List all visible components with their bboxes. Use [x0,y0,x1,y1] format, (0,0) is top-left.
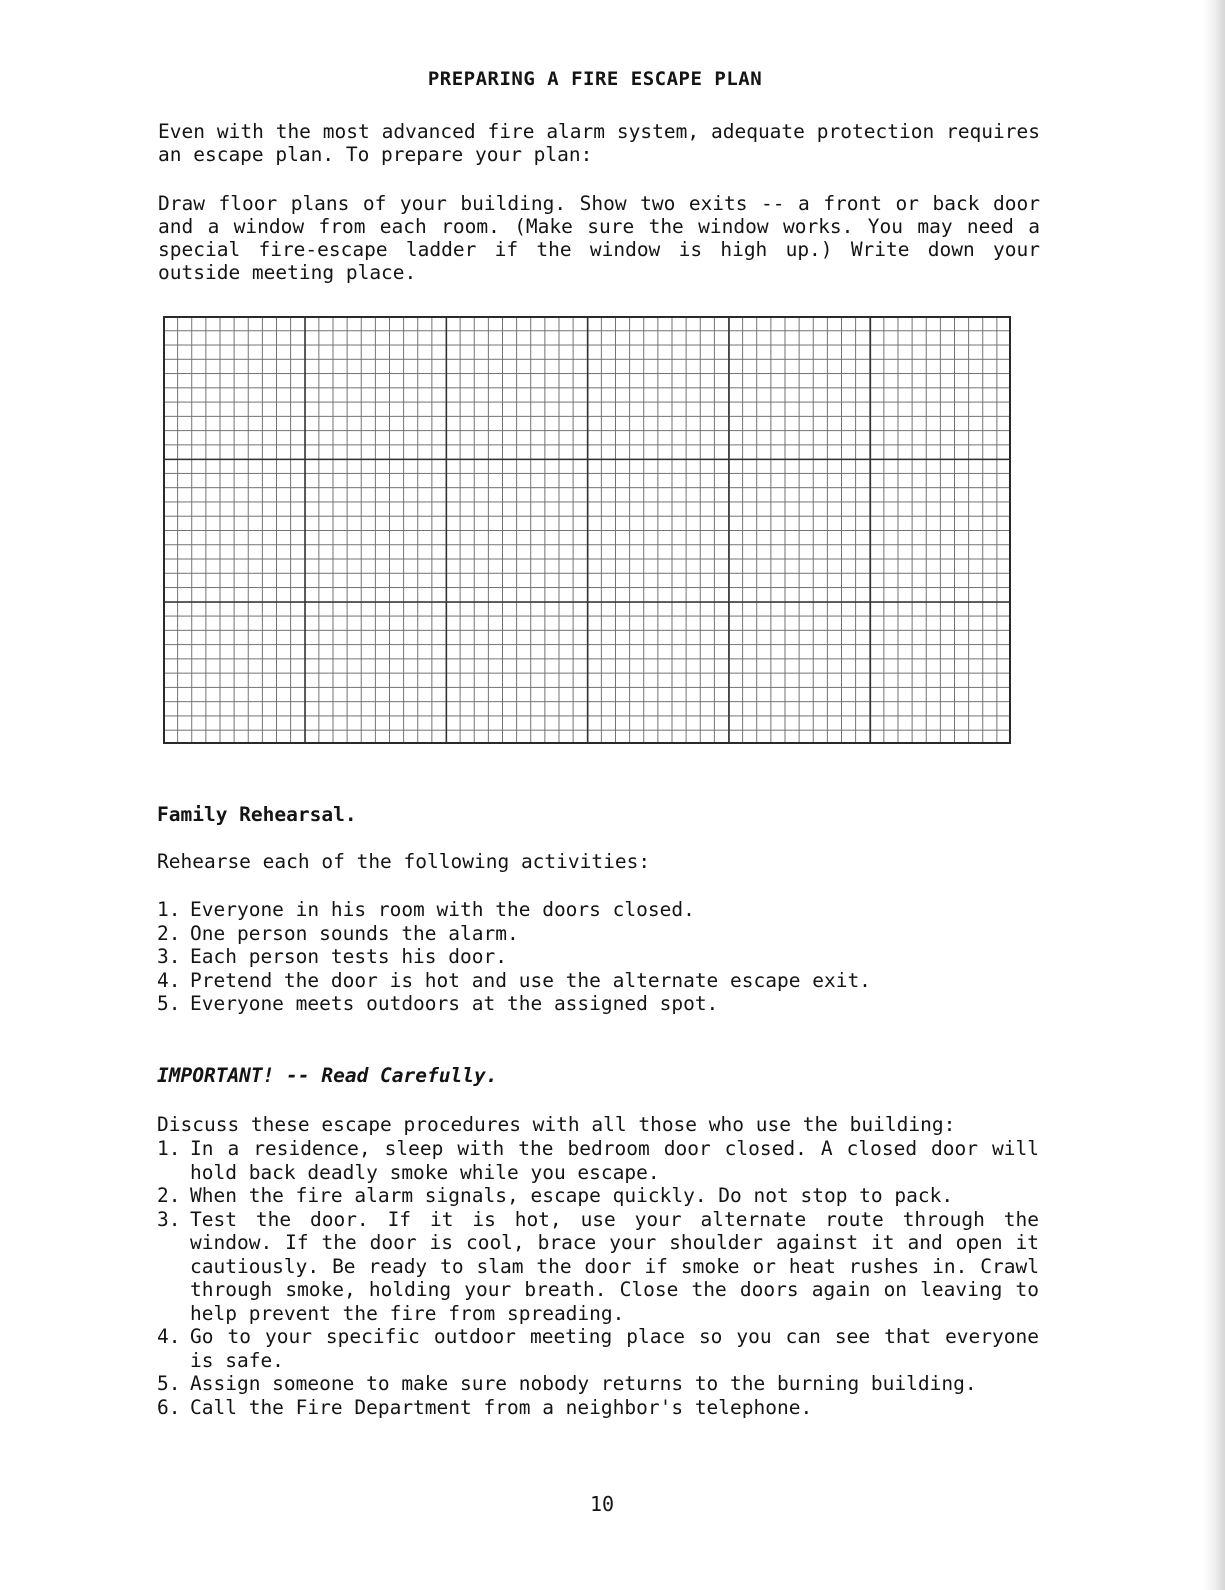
page-edge-shadow [1203,0,1225,1590]
list-item [157,945,957,969]
item-number: 2. [157,921,181,945]
item-text: Assign someone to make sure nobody returns to the burning building. [190,1372,977,1395]
list-item [157,898,957,922]
list-item [157,1208,1039,1326]
item-text: Each person tests his door. [190,945,507,968]
list-item [157,1137,1039,1184]
item-number: 3. [157,945,181,968]
list-item [157,1396,1039,1420]
escape-procedures-list [157,1137,1039,1419]
floor-plan-grid [163,316,1011,744]
item-number: 1. [157,898,181,921]
item-number: 4. [157,968,181,992]
list-item [157,1325,1039,1372]
item-text: Pretend the door is hot and use the alternate escape exit. [190,968,871,992]
item-text: When the fire alarm signals, escape quickly. Do not stop to pack. [190,1184,954,1207]
item-number: 5. [157,992,181,1015]
page-title: PREPARING A FIRE ESCAPE PLAN [427,68,763,90]
item-text: Call the Fire Department from a neighbor's telephone. [190,1395,813,1419]
list-item [157,1372,1039,1396]
item-number: 1. [157,1137,181,1160]
item-number: 6. [157,1395,181,1419]
list-item [157,969,957,993]
instructions-paragraph: Draw floor plans of your building. Show two exits -- a front or back door and a window from each room. (Make sure the window works. You may need a special fire-escape ladder if the window is high up.) Write down your outside meeting place. [158,192,1040,284]
item-text: Go to your specific outdoor meeting place so you can see that everyone is safe. [190,1325,1039,1372]
item-text: Everyone in his room with the doors closed. [190,898,695,921]
list-item [157,922,957,946]
item-number: 2. [157,1184,181,1207]
list-item [157,992,957,1016]
item-number: 3. [157,1207,181,1231]
rehearse-lead: Rehearse each of the following activities: [157,850,651,873]
item-text: One person sounds the alarm. [190,921,519,945]
important-heading: IMPORTANT! -- Read Carefully. [157,1064,498,1087]
family-rehearsal-heading: Family Rehearsal. [157,803,357,826]
item-text: In a residence, sleep with the bedroom door closed. A closed door will hold back deadly smoke while you escape. [190,1137,1039,1184]
rehearsal-list [157,898,957,1016]
item-text: Test the door. If it is hot, use your alternate route through the window. If the door is cool, brace your shoulder against it and open it cautiously. Be ready to slam the door if smoke or heat rushes in. Crawl through smoke, holding your breath. Close the doors again on leaving to help prevent the fire from spreading. [190,1207,1039,1325]
item-number: 4. [157,1325,181,1348]
intro-paragraph: Even with the most advanced fire alarm system, adequate protection requires an escape plan. To prepare your plan: [158,120,1040,166]
item-text: Everyone meets outdoors at the assigned spot. [190,992,719,1015]
item-number: 5. [157,1372,181,1395]
page-number: 10 [590,1492,615,1516]
discuss-lead: Discuss these escape procedures with all those who use the building: [157,1113,956,1136]
list-item [157,1184,1039,1208]
